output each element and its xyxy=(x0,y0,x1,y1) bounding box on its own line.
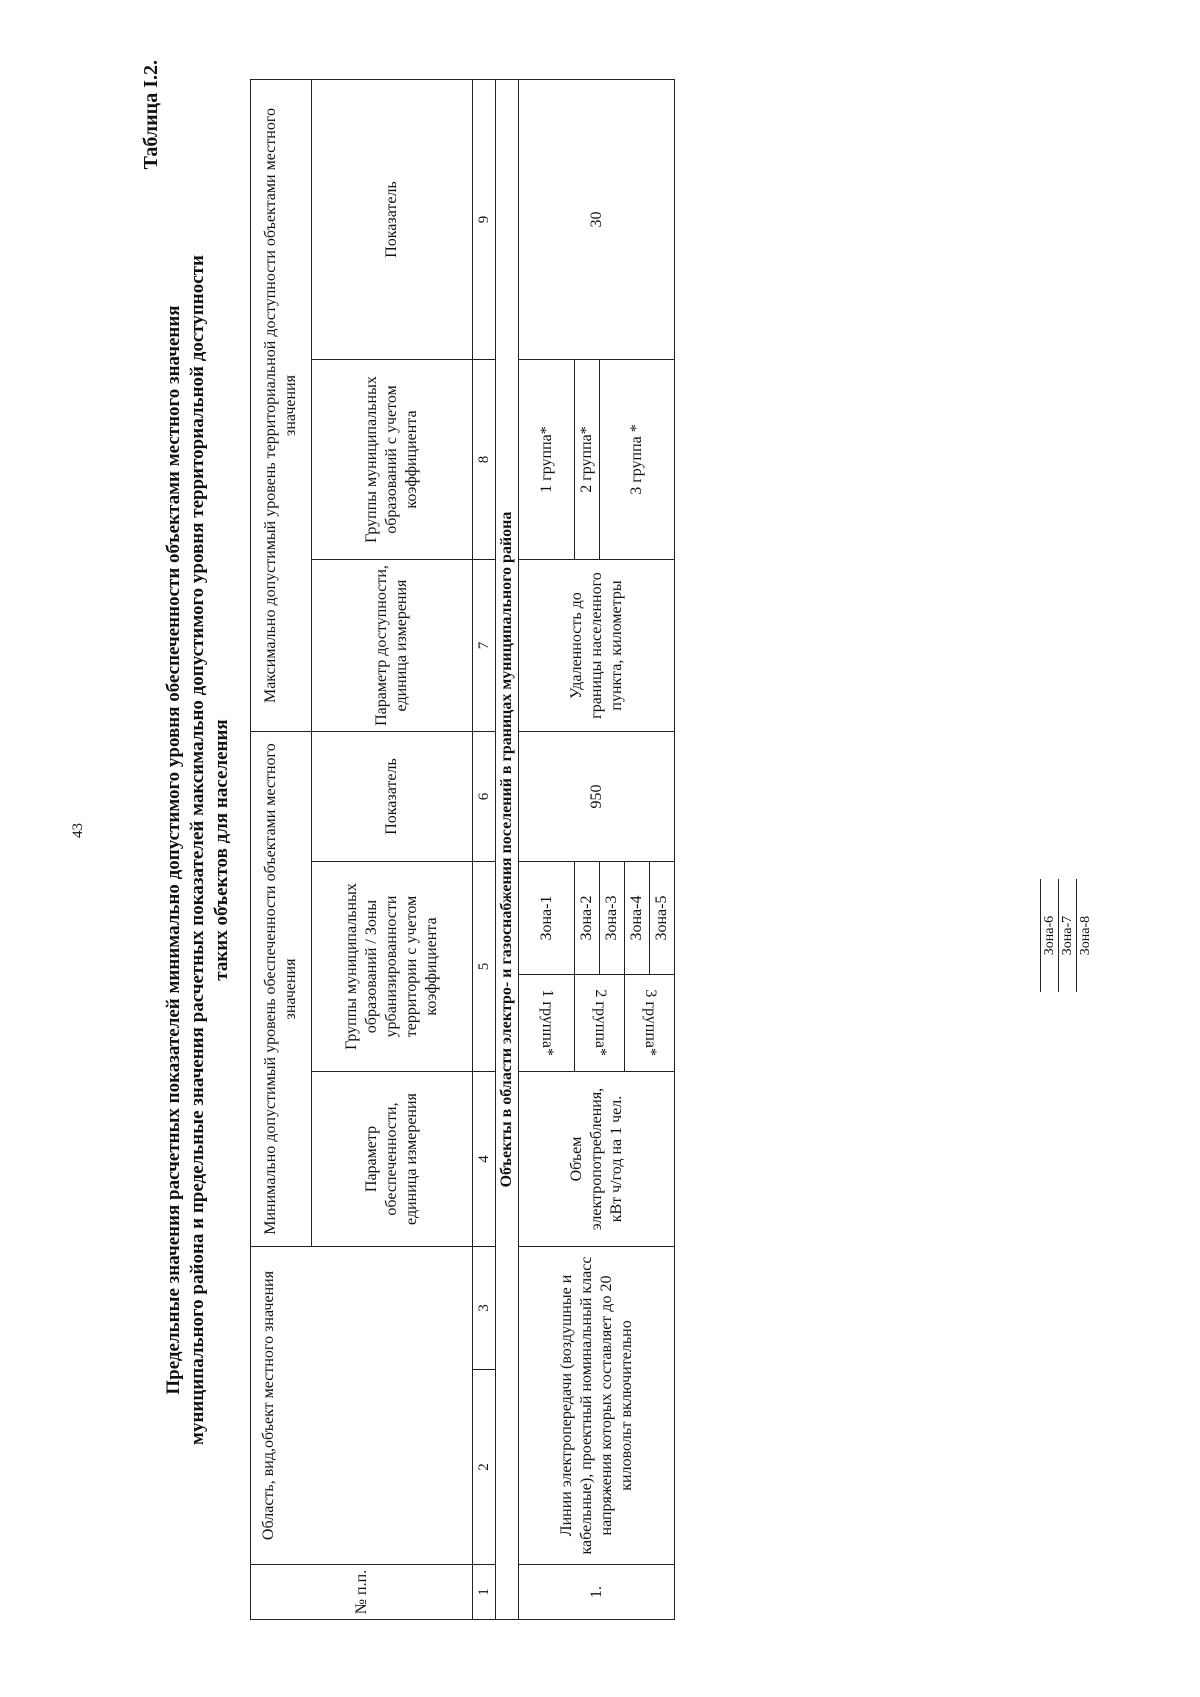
row-group-2 xyxy=(575,975,625,1072)
column-number: 8 xyxy=(473,360,496,560)
group-1-label: 1 группа* xyxy=(538,989,556,1057)
header-col4: Параметр обеспеченности, единица измерения xyxy=(312,1072,473,1247)
group-3-label: 3 группа* xyxy=(641,989,659,1057)
zone-4: Зона-4 xyxy=(625,862,650,975)
header-col8: Группы муниципальных образований с учетом коэффициента xyxy=(312,360,473,560)
header-min-group: Минимально допустимый уровень обеспеченности объектами местного значения xyxy=(251,732,312,1247)
column-number: 2 xyxy=(473,1370,496,1565)
zone-5-label: Зона-5 xyxy=(653,895,670,941)
access-group-3: 3 группа * xyxy=(600,360,675,560)
row-access-value: 30 xyxy=(519,79,675,359)
header-max-group: Максимально допустимый уровень территориальной доступности объектами местного значения xyxy=(251,79,312,731)
row-object: Линии электропередачи (воздушные и кабельные), проектный номинальный класс напряжения которых составляет до 20 киловольт включительно xyxy=(519,1247,675,1565)
row-number: 1. xyxy=(519,1565,675,1620)
header-num: № п.п. xyxy=(251,1565,473,1620)
zone-8: Зона-8 xyxy=(1076,879,1094,992)
row-value: 950 xyxy=(519,732,675,862)
column-number: 7 xyxy=(473,560,496,732)
header-col5: Группы муниципальных образований / Зоны урбанизированности территории с учетом коэффициента xyxy=(312,862,473,1072)
access-group-1: 1 группа* xyxy=(519,360,575,560)
zone-6: Зона-6 xyxy=(1040,879,1058,992)
title-line-3: таких объектов для населения xyxy=(211,719,232,981)
table-label: Таблица I.2. xyxy=(140,60,162,170)
column-number: 4 xyxy=(473,1072,496,1247)
section-title: Объекты в области электро- и газоснабжения поселений в границах муниципального района xyxy=(496,79,519,1619)
extra-zones xyxy=(1040,879,1094,992)
zone-7: Зона-7 xyxy=(1058,879,1076,992)
header-row-1 xyxy=(251,79,312,1619)
title-line-1: Предельные значения расчетных показателей минимально допустимого уровня обеспеченности объектами местного значения xyxy=(163,305,184,1395)
header-col7: Параметр доступности, единица измерения xyxy=(312,560,473,732)
page-number: 43 xyxy=(70,823,86,838)
column-number: 6 xyxy=(473,732,496,862)
document-title xyxy=(162,60,234,1640)
header-col9: Показатель xyxy=(312,79,473,359)
column-number: 1 xyxy=(473,1565,496,1620)
title-line-2: муниципального района и предельные значения расчетных показателей максимально допустимого уровня территориальной доступности xyxy=(187,255,208,1445)
row-group-1 xyxy=(519,975,575,1072)
column-number: 3 xyxy=(473,1247,496,1370)
group-2-label: 2 группа* xyxy=(591,989,609,1057)
zone-1: Зона-1 xyxy=(519,862,575,975)
column-number-row xyxy=(473,79,496,1619)
rotated-sheet xyxy=(120,60,1120,1640)
row-group-3 xyxy=(625,975,675,1072)
row-access-param: Удаленность до границы населенного пункта, километры xyxy=(519,560,675,732)
zone-5 xyxy=(650,862,675,975)
zone-2: Зона-2 xyxy=(575,862,600,975)
column-number: 5 xyxy=(473,862,496,1072)
section-row xyxy=(496,79,519,1619)
zone-3: Зона-3 xyxy=(600,862,625,975)
column-number: 9 xyxy=(473,79,496,359)
access-group-2: 2 группа* xyxy=(575,360,600,560)
row-param: Объем электропотребления, кВт ч/год на 1 чел. xyxy=(519,1072,675,1247)
header-area: Область, вид,объект местного значения xyxy=(251,1247,473,1565)
header-col6: Показатель xyxy=(312,732,473,862)
norms-table xyxy=(250,79,675,1620)
